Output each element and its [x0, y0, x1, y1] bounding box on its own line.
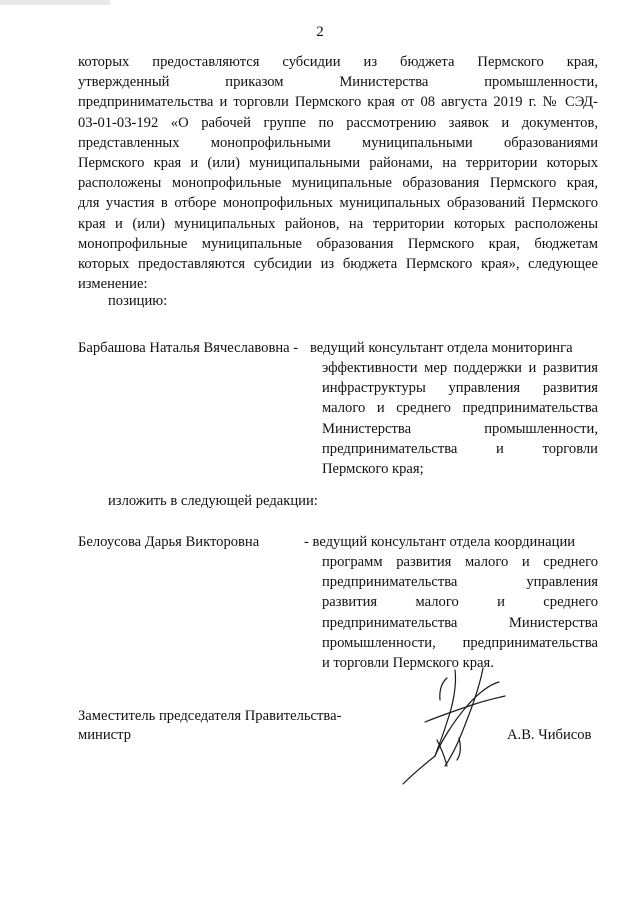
intro-line: Пермского края и (или) муниципальными районами, на территории которых	[78, 155, 598, 172]
new-entry-line: предпринимательства управления	[322, 574, 598, 591]
new-entry-line: и торговли Пермского края.	[322, 655, 494, 672]
intro-line: расположены монопрофильные муниципальные образования Пермского края,	[78, 175, 598, 192]
new-entry-line: развития малого и среднего	[322, 594, 598, 611]
intro-line: представленных монопрофильными муниципальными образованиями	[78, 134, 598, 151]
old-entry-line: малого и среднего предпринимательства	[322, 400, 598, 417]
scan-edge-mark	[0, 0, 110, 5]
signatory-title-line2: министр	[78, 727, 131, 743]
new-entry-line: предпринимательства Министерства	[322, 614, 598, 631]
old-entry-first-line: ведущий консультант отдела мониторинга	[310, 340, 573, 356]
signatory-title-line1: Заместитель председателя Правительства-	[78, 708, 342, 724]
new-entry-description	[322, 552, 598, 673]
new-entry-line: программ развития малого и среднего	[322, 554, 598, 570]
intro-line: предпринимательства и торговли Пермского края от 08 августа 2019 г. № СЭД-	[78, 94, 598, 111]
old-entry-line: Пермского края;	[322, 461, 424, 478]
old-entry-line: инфраструктуры управления развития	[322, 380, 598, 397]
intro-line: 03-01-03-192 «О рабочей группе по рассмотрению заявок и документов,	[78, 114, 598, 131]
signatory-name: А.В. Чибисов	[507, 727, 592, 743]
intro-line: края и (или) муниципальных районов, на территории которых расположены	[78, 215, 598, 232]
intro-paragraph	[78, 52, 598, 294]
intro-line: монопрофильные муниципальные образования Пермского края, бюджетам	[78, 235, 598, 252]
handwritten-signature	[395, 660, 515, 790]
position-label: позицию:	[108, 293, 168, 309]
intro-line: которых предоставляются субсидии из бюджета Пермского края», следующее	[78, 256, 598, 273]
old-entry-description	[322, 358, 598, 479]
old-entry-line: эффективности мер поддержки и развития	[322, 360, 598, 376]
intro-line: изменение:	[78, 276, 148, 293]
new-entry-line: промышленности, предпринимательства	[322, 634, 598, 651]
page-number: 2	[316, 24, 324, 40]
new-edition-label: изложить в следующей редакции:	[108, 493, 318, 509]
new-entry-first-line: - ведущий консультант отдела координации	[304, 534, 576, 550]
intro-line: которых предоставляются субсидии из бюджета Пермского края,	[78, 54, 598, 70]
old-entry-line: предпринимательства и торговли	[322, 440, 598, 457]
new-entry-name: Белоусова Дарья Викторовна	[78, 534, 260, 550]
intro-line: для участия в отборе монопрофильных муниципальных образований Пермского	[78, 195, 598, 212]
old-entry-name: Барбашова Наталья Вячеславовна -	[78, 340, 299, 356]
intro-line: утвержденный приказом Министерства промышленности,	[78, 74, 598, 91]
old-entry-line: Министерства промышленности,	[322, 420, 598, 437]
